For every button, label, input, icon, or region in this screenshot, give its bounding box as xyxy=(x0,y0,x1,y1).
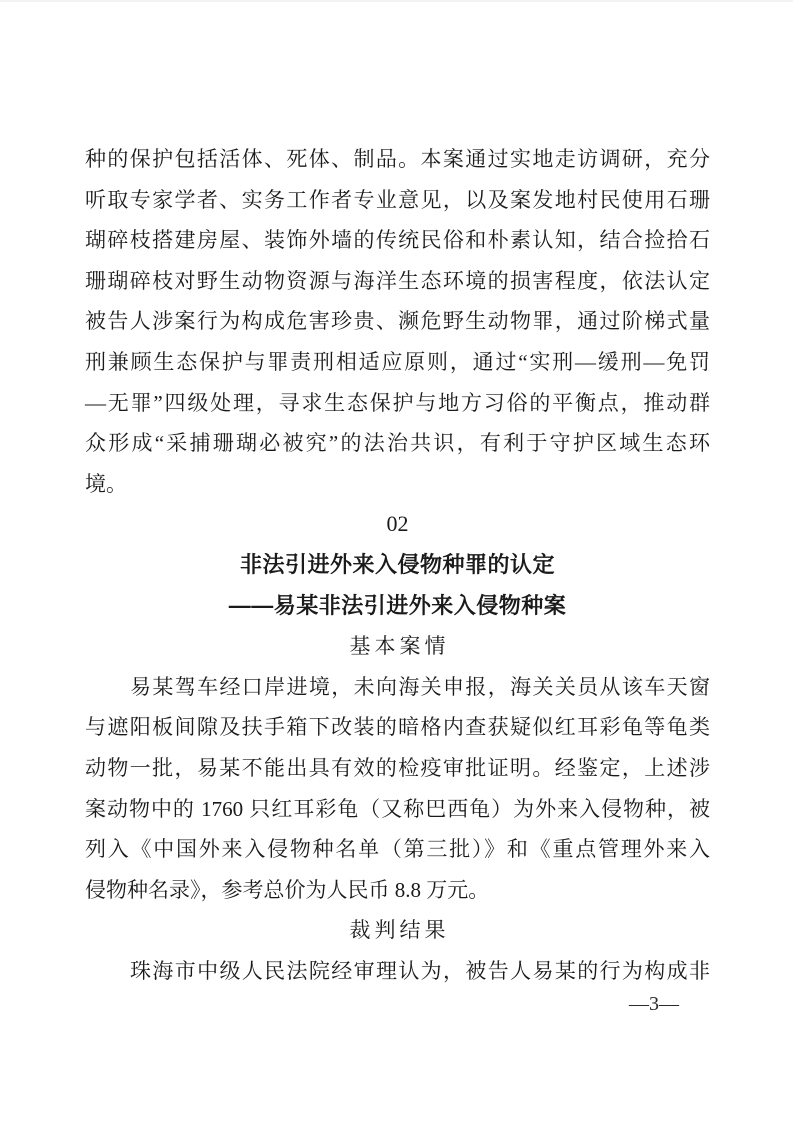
text-line: 易某驾车经口岸进境，未向海关申报，海关关员从该车天窗 xyxy=(130,674,710,699)
text-line: 动物一批，易某不能出具有效的检疫审批证明。经鉴定，上述涉 xyxy=(85,755,710,780)
page-number: —3— xyxy=(629,993,679,1015)
judgment-heading: 裁判结果 xyxy=(349,918,450,943)
judgment-section xyxy=(85,910,710,991)
text-line: 种的保护包括活体、死体、制品。本案通过实地走访调研，充分 xyxy=(85,147,710,171)
text-line: 列入《中国外来入侵物种名单（第三批）》和《重点管理外来入 xyxy=(85,837,710,862)
text-line: 境。 xyxy=(85,471,127,496)
text-line: 听取专家学者、实务工作者专业意见，以及案发地村民使用石珊 xyxy=(85,187,710,212)
section-subtitle: ——易某非法引进外来入侵物种案 xyxy=(228,592,567,618)
text-line: 珊瑚碎枝对野生动物资源与海洋生态环境的损害程度，依法认定 xyxy=(85,268,710,293)
section-number: 02 xyxy=(386,511,409,537)
text-line: 众形成“采捕珊瑚必被究”的法治共识，有利于守护区域生态环 xyxy=(85,431,710,456)
text-line: 刑兼顾生态保护与罪责刑相适应原则，通过“实刑—缓刑—免罚 xyxy=(85,349,710,374)
text-line: 侵物种名录》，参考总价为人民币 8.8 万元。 xyxy=(85,877,490,902)
text-line: —无罪”四级处理，寻求生态保护与地方习俗的平衡点，推动群 xyxy=(85,390,710,415)
case-facts-heading: 基本案情 xyxy=(349,634,450,659)
section-heading-block xyxy=(85,504,710,626)
text-line: 被告人涉案行为构成危害珍贵、濒危野生动物罪，通过阶梯式量 xyxy=(85,309,710,334)
text-line: 案动物中的 1760 只红耳彩龟（又称巴西龟）为外来入侵物种，被 xyxy=(85,796,710,821)
text-line: 瑚碎枝搭建房屋、装饰外墙的传统民俗和朴素认知，结合捡拾石 xyxy=(85,228,710,253)
section-title: 非法引进外来入侵物种罪的认定 xyxy=(239,551,555,577)
text-line: 珠海市中级人民法院经审理认为，被告人易某的行为构成非 xyxy=(130,958,710,983)
case-facts-section xyxy=(85,626,710,910)
text-line: 与遮阳板间隙及扶手箱下改装的暗格内查获疑似红耳彩龟等龟类 xyxy=(85,715,710,740)
intro-paragraph xyxy=(85,139,710,504)
